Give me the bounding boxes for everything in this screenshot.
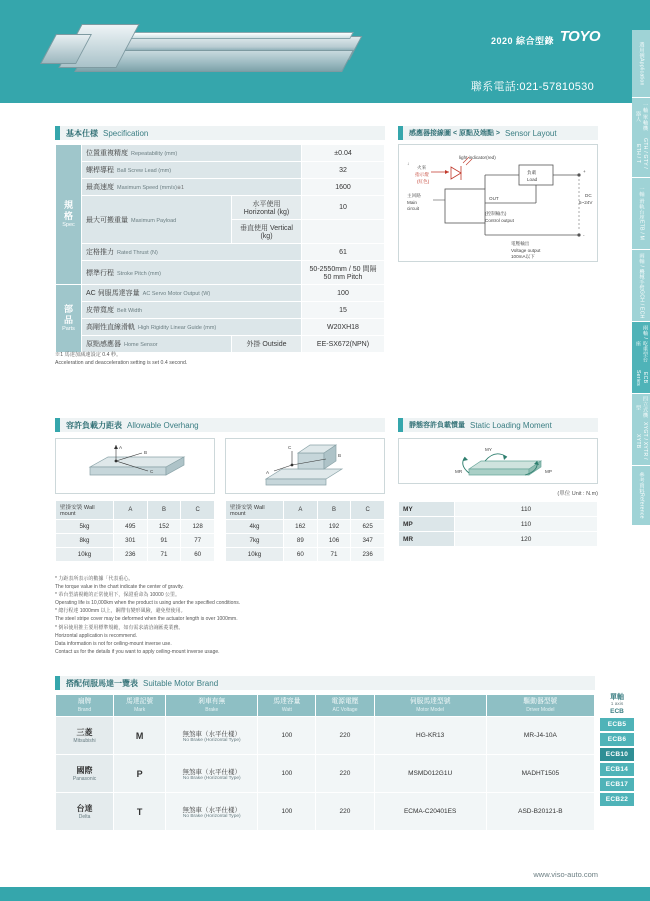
svg-text:+: +: [583, 169, 586, 174]
axis-badge-column: [600, 694, 634, 806]
cell-voltage: 220: [316, 793, 374, 831]
cell-load: 4kg: [226, 520, 284, 534]
side-tab-ecb-series[interactable]: 兩軸 / 吃重型台座 ECB Series: [632, 322, 650, 394]
axis-badge-ecb10[interactable]: ECB10: [600, 748, 634, 761]
footnote-line: Contact us for the details if you want to apply ceiling-mount inverse usage.: [55, 648, 220, 655]
toyo-logo: TOYO: [559, 28, 600, 45]
svg-text:B: B: [144, 450, 148, 455]
cell-load: 7kg: [226, 534, 284, 548]
cell-a: 236: [114, 548, 148, 562]
cell-c: 77: [181, 534, 215, 548]
cell-driver-model: MADHT1505: [486, 755, 594, 793]
moment-value-mr: 120: [455, 532, 598, 547]
spec-group-parts: 部品 Parts: [56, 285, 82, 353]
spec-label: 螺桿導程 Ball Screw Lead (mm): [82, 162, 302, 179]
side-tab-xy-types[interactable]: 四立式機型 XYGT / XYTR / XYTB: [632, 394, 650, 466]
side-tab-application[interactable]: 選用例 Application: [632, 30, 650, 98]
cell-watt: 100: [258, 755, 316, 793]
cell-c: 60: [181, 548, 215, 562]
overhang-table-2: [225, 500, 385, 562]
footnote-line: Operating life is 10,000km when the product is using under the specified conditions.: [55, 600, 241, 607]
svg-text:Control output: Control output: [485, 218, 514, 223]
cell-a: 495: [114, 520, 148, 534]
footnote-line: * 芾台型請視範的正常使用下，保證重命為 10000 公里。: [55, 592, 181, 599]
axis-badge-ecb14[interactable]: ECB14: [600, 763, 634, 776]
spec-footnote-cn: ※1 馬達加減速設定 0.4 秒。: [55, 352, 122, 358]
cell-b: 71: [317, 548, 351, 562]
cell-brake: 無煞車（水平仕樣） No Brake (Horizontal Type): [166, 755, 258, 793]
col-header-brand: 扇牌 Brand: [56, 695, 114, 717]
side-tab-slide-base[interactable]: 一軸 滑軌台座 ETB / M: [632, 178, 650, 250]
spec-label: 最高速度 Maximum Speed (mm/s)※1: [82, 179, 302, 196]
section-header-motor-brand: [55, 676, 595, 690]
table-row: [399, 517, 598, 532]
section-title-en: Sensor Layout: [505, 128, 557, 138]
section-title-cn: 靜態容許負載慣量: [409, 422, 465, 429]
col-header-b: B: [147, 501, 181, 520]
cell-b: 106: [317, 534, 351, 548]
cell-a: 301: [114, 534, 148, 548]
table-row: [56, 755, 595, 793]
cell-brand: 國際 Panasonic: [56, 755, 114, 793]
cell-motor-model: ECMA-C20401ES: [374, 793, 486, 831]
table-header-row: [56, 501, 215, 520]
moment-table: [398, 501, 598, 547]
svg-text:負載: 負載: [527, 170, 537, 175]
footnote-line: The steel stripe cover may be deformed when the actuator length is over 1000mm.: [55, 616, 238, 623]
spec-value: 100: [302, 285, 385, 302]
svg-text:(控制輸出): (控制輸出): [485, 211, 507, 216]
overhang-diagram-2: [225, 438, 385, 494]
cell-b: 91: [147, 534, 181, 548]
table-row: [56, 145, 385, 162]
table-header-row: [226, 501, 385, 520]
axis-badge-ecb17[interactable]: ECB17: [600, 778, 634, 791]
bottom-bar: [0, 887, 650, 901]
moment-unit-note: (單位 Unit : N.m): [557, 491, 598, 497]
col-header-voltage: 電源電壓 AC Voltage: [316, 695, 374, 717]
col-header-brake: 剎車有無 Brake: [166, 695, 258, 717]
col-header-motor-model: 伺服馬達型號 Motor Model: [374, 695, 486, 717]
moment-label-mp: MP: [399, 517, 455, 532]
svg-text:火來: 火來: [417, 165, 427, 170]
table-row: [56, 520, 215, 534]
svg-text:OUT: OUT: [489, 196, 499, 201]
cell-brand: 台達 Delta: [56, 793, 114, 831]
axis-badge-ecb6[interactable]: ECB6: [600, 733, 634, 746]
cell-brand: 三菱 Mitsubishi: [56, 717, 114, 755]
cell-watt: 100: [258, 717, 316, 755]
overhang-footnotes: [55, 575, 240, 656]
motor-brand-table: [55, 694, 595, 831]
side-tab-two-axis-arm[interactable]: 兩軸 / 機械手臂 GCH / ECH: [632, 250, 650, 322]
spec-value: [302, 220, 385, 244]
cell-mark: M: [114, 717, 166, 755]
side-tab-reference[interactable]: 參考資料 Reference: [632, 466, 650, 526]
axis-badge-ecb22[interactable]: ECB22: [600, 793, 634, 806]
spec-value: 32: [302, 162, 385, 179]
moment-diagram: [398, 438, 598, 484]
section-title-cn: 搭配伺服馬達一覽表: [66, 678, 138, 688]
spec-label: 標準行程 Stroke Pitch (mm): [82, 261, 302, 285]
svg-text:100mA以下: 100mA以下: [511, 254, 535, 259]
svg-text:DC: DC: [585, 193, 592, 198]
spec-value: 15: [302, 302, 385, 319]
cell-a: 162: [284, 520, 318, 534]
cell-c: 347: [351, 534, 385, 548]
top-banner: [0, 0, 650, 103]
table-row: [56, 717, 595, 755]
svg-text:A: A: [266, 470, 270, 475]
contact-phone: 聯系電話:021-57810530: [470, 81, 594, 93]
section-title-en: Specification: [103, 128, 149, 138]
cell-motor-model: MSMD012G1U: [374, 755, 486, 793]
catalog-title: 2020 綜合型錄: [490, 36, 554, 46]
svg-text:A: A: [119, 445, 123, 450]
col-header-watt: 馬達容量 Watt: [258, 695, 316, 717]
spec-sublabel: 外掛 Outside: [232, 336, 302, 353]
svg-text:C: C: [288, 445, 292, 450]
svg-text:↓: ↓: [407, 161, 410, 166]
table-row: [56, 548, 215, 562]
axis-column-title: 單軸 1 axis ECB: [610, 694, 624, 716]
spec-footnote: [55, 352, 187, 368]
moment-label-my: MY: [399, 502, 455, 517]
table-row: [56, 244, 385, 261]
section-title-cn: 感應器接線圖 < 原點及端點 >: [409, 130, 501, 137]
spec-label: 皮帶寬度 Belt Width: [82, 302, 302, 319]
cell-load: 10kg: [226, 548, 284, 562]
axis-badge-ecb5[interactable]: ECB5: [600, 718, 634, 731]
svg-text:5~24V: 5~24V: [579, 200, 593, 205]
spec-sublabel: 水平使用 Horizontal (kg): [232, 196, 302, 220]
col-header-c: C: [181, 501, 215, 520]
cell-b: 192: [317, 520, 351, 534]
spec-value: ±0.04: [302, 145, 385, 162]
section-title-en: Allowable Overhang: [127, 420, 199, 430]
table-row: [56, 793, 595, 831]
table-row: [226, 520, 385, 534]
svg-text:MP: MP: [545, 469, 552, 474]
spec-label: AC 伺服馬達容量 AC Servo Motor Output (W): [82, 285, 302, 302]
svg-text:C: C: [150, 469, 154, 474]
col-header-c: C: [351, 501, 385, 520]
side-tab-single-axis-robot[interactable]: 一軸 單軸機器人 GTH / GTY / ETH / T: [632, 98, 650, 178]
moment-value-my: 110: [455, 502, 598, 517]
table-row: [56, 336, 385, 353]
section-title-en: Static Loading Moment: [470, 420, 552, 430]
spec-value: 1600: [302, 179, 385, 196]
table-row: [56, 319, 385, 336]
col-header-mount: 壁掛安裝 Wall mount: [226, 501, 284, 520]
spec-label: 高剛性直線滑軌 High Rigidity Linear Guide (mm): [82, 319, 302, 336]
svg-text:Main: Main: [407, 200, 417, 205]
spec-label: 最大可搬重量 Maximum Payload: [82, 196, 232, 244]
table-row: [56, 534, 215, 548]
col-header-a: A: [284, 501, 318, 520]
sensor-wiring-diagram: [398, 144, 598, 262]
cell-c: 625: [351, 520, 385, 534]
cell-watt: 100: [258, 793, 316, 831]
spec-sublabel: 垂直使用 Vertical (kg): [232, 220, 302, 244]
cell-b: 152: [147, 520, 181, 534]
spec-value: W20XH18: [302, 319, 385, 336]
spec-value: EE-SX672(NPN): [302, 336, 385, 353]
col-header-mount: 壁掛安裝 Wall mount: [56, 501, 114, 520]
spec-label: 定格推力 Rated Thrust (N): [82, 244, 302, 261]
svg-text:主回路: 主回路: [407, 193, 421, 198]
spec-value: 10: [302, 196, 385, 220]
spec-footnote-en: Acceleration and deacceleration setting is set 0.4 second.: [55, 359, 188, 366]
side-tab-strip: [632, 0, 650, 901]
section-header-sensor-layout: [398, 126, 598, 140]
cell-c: 236: [351, 548, 385, 562]
col-header-driver-model: 驅動器型號 Driver Model: [486, 695, 594, 717]
svg-text:Load: Load: [527, 177, 538, 182]
cell-voltage: 220: [316, 717, 374, 755]
cell-mark: T: [114, 793, 166, 831]
svg-text:指示燈: 指示燈: [415, 172, 429, 177]
cell-driver-model: MR-J4-10A: [486, 717, 594, 755]
cell-mark: P: [114, 755, 166, 793]
table-header-row: [56, 695, 595, 717]
table-row: [56, 302, 385, 319]
cell-load: 8kg: [56, 534, 114, 548]
svg-text:MR: MR: [455, 469, 463, 474]
table-row: [226, 548, 385, 562]
spec-group-spec: 規格 Spec: [56, 145, 82, 285]
cell-driver-model: ASD-B20121-B: [486, 793, 594, 831]
actuator-rail-icon: [100, 32, 354, 39]
footnote-line: * 總行程達 1000mm 以上，鋼帶有變形風險，避免壁使用。: [55, 608, 186, 615]
cell-b: 71: [147, 548, 181, 562]
svg-text:(紅色): (紅色): [417, 179, 430, 184]
banner-divider: [0, 103, 650, 108]
footnote-line: * 力距表所表示的數據「代表重心。: [55, 576, 134, 582]
table-row: [226, 534, 385, 548]
section-title-cn: 容許負載力距表: [66, 420, 122, 430]
specification-table: [55, 144, 385, 353]
cell-c: 128: [181, 520, 215, 534]
footnote-line: Horizontal application is recommend.: [55, 632, 137, 639]
moment-value-mp: 110: [455, 517, 598, 532]
svg-text:B: B: [338, 453, 342, 458]
spec-value: 61: [302, 244, 385, 261]
table-row: [56, 196, 385, 220]
cell-a: 89: [284, 534, 318, 548]
svg-text:Voltage output: Voltage output: [511, 248, 541, 253]
cell-load: 5kg: [56, 520, 114, 534]
svg-text:-: -: [583, 233, 585, 238]
footnote-line: Data information is not for ceiling-mount inverse use.: [55, 640, 172, 647]
moment-label-mr: MR: [399, 532, 455, 547]
cell-brake: 無煞車（水平仕樣） No Brake (Horizontal Type): [166, 793, 258, 831]
cell-load: 10kg: [56, 548, 114, 562]
col-header-mark: 馬達記號 Mark: [114, 695, 166, 717]
website-url[interactable]: www.viso-auto.com: [533, 870, 598, 879]
overhang-diagram-1: [55, 438, 215, 494]
cell-voltage: 220: [316, 755, 374, 793]
table-row: [399, 532, 598, 547]
table-row: [56, 179, 385, 196]
cell-motor-model: HG-KR13: [374, 717, 486, 755]
svg-text:電壓輸出: 電壓輸出: [511, 241, 530, 246]
col-header-b: B: [317, 501, 351, 520]
section-title-cn: 基本仕様: [66, 128, 98, 138]
cell-brake: 無煞車（水平仕樣） No Brake (Horizontal Type): [166, 717, 258, 755]
spec-value: 50-2550mm / 50 間隔 50 mm Pitch: [302, 261, 385, 285]
svg-text:circuit: circuit: [407, 206, 419, 211]
footnote-line: The torque value in the chart indicate the center of gravity.: [55, 584, 184, 591]
table-row: [399, 502, 598, 517]
spec-label: 位置重複精度 Repeatability (mm): [82, 145, 302, 162]
section-title-en: Suitable Motor Brand: [143, 678, 219, 688]
cell-a: 60: [284, 548, 318, 562]
col-header-a: A: [114, 501, 148, 520]
actuator-illustration: [28, 6, 358, 92]
table-row: [56, 261, 385, 285]
svg-text:light indicator(red): light indicator(red): [459, 155, 496, 160]
table-row: [56, 162, 385, 179]
section-header-moment: [398, 418, 598, 432]
overhang-table-1: [55, 500, 215, 562]
table-row: [56, 285, 385, 302]
section-header-overhang: [55, 418, 385, 432]
section-header-specification: [55, 126, 385, 140]
spec-label: 原點感應器 Home Sensor: [82, 336, 232, 353]
svg-text:MY: MY: [485, 447, 492, 452]
footnote-line: * 倒吊使用推主要用標準規範，如有需求請洽詢匯菱業務。: [55, 624, 184, 631]
